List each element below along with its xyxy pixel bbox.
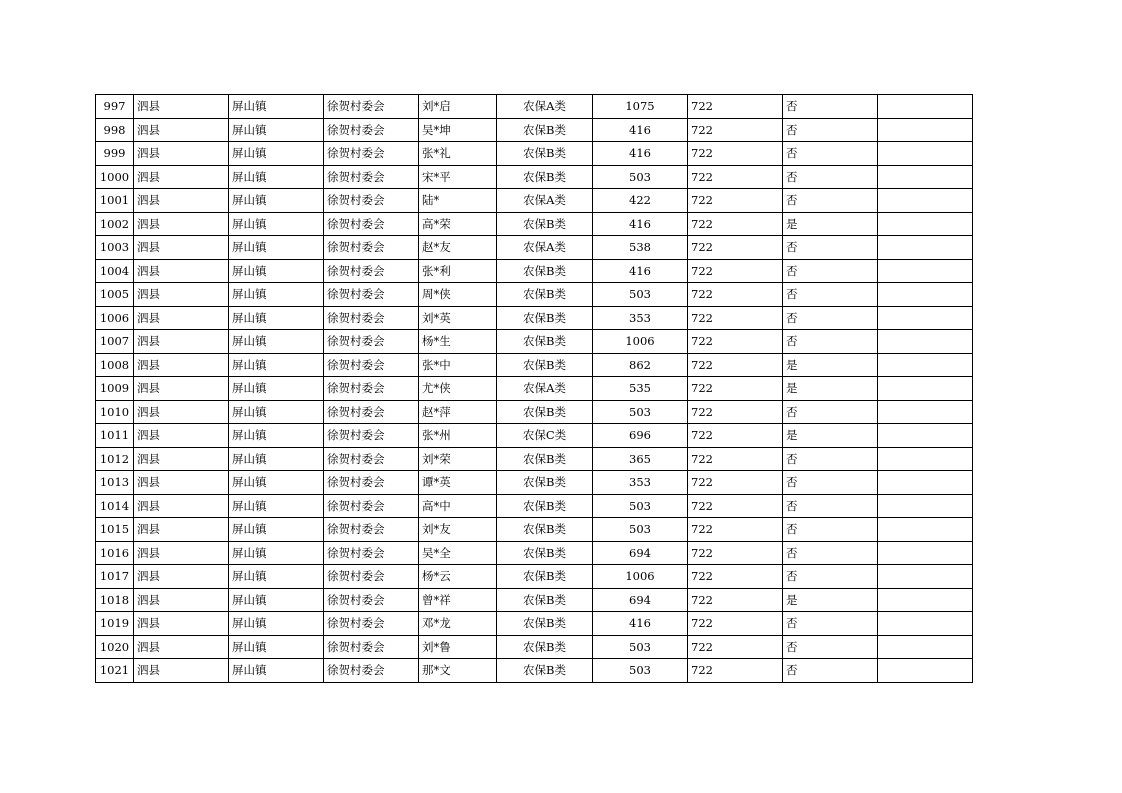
amount-cell: 416: [593, 212, 688, 236]
row-number-cell: 1016: [96, 541, 134, 565]
table-row: [96, 494, 973, 518]
note-cell: [878, 95, 973, 119]
name-cell: 杨*生: [419, 330, 497, 354]
note-cell: [878, 588, 973, 612]
standard-cell: 722: [688, 189, 783, 213]
category-cell: 农保B类: [497, 142, 593, 166]
name-cell: 陆*: [419, 189, 497, 213]
flag-cell: 否: [783, 330, 878, 354]
note-cell: [878, 306, 973, 330]
county-cell: 泗县: [134, 565, 229, 589]
village-cell: 徐贺村委会: [324, 118, 419, 142]
village-cell: 徐贺村委会: [324, 424, 419, 448]
note-cell: [878, 189, 973, 213]
table-row: [96, 189, 973, 213]
town-cell: 屏山镇: [229, 565, 324, 589]
standard-cell: 722: [688, 353, 783, 377]
row-number-cell: 1003: [96, 236, 134, 260]
table-row: [96, 518, 973, 542]
town-cell: 屏山镇: [229, 447, 324, 471]
flag-cell: 是: [783, 377, 878, 401]
name-cell: 张*利: [419, 259, 497, 283]
amount-cell: 1006: [593, 330, 688, 354]
name-cell: 那*文: [419, 659, 497, 683]
amount-cell: 1006: [593, 565, 688, 589]
town-cell: 屏山镇: [229, 142, 324, 166]
category-cell: 农保A类: [497, 189, 593, 213]
town-cell: 屏山镇: [229, 353, 324, 377]
village-cell: 徐贺村委会: [324, 330, 419, 354]
village-cell: 徐贺村委会: [324, 447, 419, 471]
village-cell: 徐贺村委会: [324, 212, 419, 236]
category-cell: 农保B类: [497, 400, 593, 424]
standard-cell: 722: [688, 377, 783, 401]
standard-cell: 722: [688, 447, 783, 471]
village-cell: 徐贺村委会: [324, 377, 419, 401]
amount-cell: 503: [593, 283, 688, 307]
category-cell: 农保A类: [497, 377, 593, 401]
name-cell: 吴*全: [419, 541, 497, 565]
town-cell: 屏山镇: [229, 612, 324, 636]
county-cell: 泗县: [134, 424, 229, 448]
table-row: [96, 212, 973, 236]
note-cell: [878, 377, 973, 401]
flag-cell: 否: [783, 518, 878, 542]
town-cell: 屏山镇: [229, 588, 324, 612]
row-number-cell: 1001: [96, 189, 134, 213]
note-cell: [878, 471, 973, 495]
amount-cell: 503: [593, 635, 688, 659]
flag-cell: 否: [783, 165, 878, 189]
flag-cell: 否: [783, 494, 878, 518]
standard-cell: 722: [688, 635, 783, 659]
flag-cell: 否: [783, 565, 878, 589]
flag-cell: 否: [783, 471, 878, 495]
standard-cell: 722: [688, 659, 783, 683]
table-row: [96, 612, 973, 636]
village-cell: 徐贺村委会: [324, 471, 419, 495]
category-cell: 农保B类: [497, 471, 593, 495]
town-cell: 屏山镇: [229, 400, 324, 424]
county-cell: 泗县: [134, 612, 229, 636]
amount-cell: 694: [593, 588, 688, 612]
table-row: [96, 259, 973, 283]
village-cell: 徐贺村委会: [324, 236, 419, 260]
flag-cell: 否: [783, 659, 878, 683]
county-cell: 泗县: [134, 635, 229, 659]
table-row: [96, 588, 973, 612]
category-cell: 农保C类: [497, 424, 593, 448]
amount-cell: 416: [593, 118, 688, 142]
table-row: [96, 377, 973, 401]
county-cell: 泗县: [134, 118, 229, 142]
amount-cell: 862: [593, 353, 688, 377]
note-cell: [878, 330, 973, 354]
category-cell: 农保B类: [497, 635, 593, 659]
category-cell: 农保B类: [497, 565, 593, 589]
standard-cell: 722: [688, 330, 783, 354]
town-cell: 屏山镇: [229, 306, 324, 330]
village-cell: 徐贺村委会: [324, 353, 419, 377]
county-cell: 泗县: [134, 330, 229, 354]
note-cell: [878, 236, 973, 260]
town-cell: 屏山镇: [229, 236, 324, 260]
table-row: [96, 330, 973, 354]
amount-cell: 538: [593, 236, 688, 260]
village-cell: 徐贺村委会: [324, 142, 419, 166]
name-cell: 张*州: [419, 424, 497, 448]
note-cell: [878, 353, 973, 377]
town-cell: 屏山镇: [229, 424, 324, 448]
standard-cell: 722: [688, 306, 783, 330]
name-cell: 高*中: [419, 494, 497, 518]
category-cell: 农保B类: [497, 353, 593, 377]
flag-cell: 否: [783, 447, 878, 471]
village-cell: 徐贺村委会: [324, 165, 419, 189]
note-cell: [878, 659, 973, 683]
table-row: [96, 306, 973, 330]
town-cell: 屏山镇: [229, 659, 324, 683]
village-cell: 徐贺村委会: [324, 306, 419, 330]
category-cell: 农保B类: [497, 659, 593, 683]
flag-cell: 否: [783, 400, 878, 424]
category-cell: 农保B类: [497, 588, 593, 612]
standard-cell: 722: [688, 565, 783, 589]
name-cell: 刘*启: [419, 95, 497, 119]
town-cell: 屏山镇: [229, 283, 324, 307]
row-number-cell: 1020: [96, 635, 134, 659]
note-cell: [878, 259, 973, 283]
table-row: [96, 142, 973, 166]
row-number-cell: 1021: [96, 659, 134, 683]
note-cell: [878, 494, 973, 518]
category-cell: 农保B类: [497, 165, 593, 189]
table-row: [96, 659, 973, 683]
name-cell: 高*荣: [419, 212, 497, 236]
flag-cell: 否: [783, 118, 878, 142]
name-cell: 尤*侠: [419, 377, 497, 401]
note-cell: [878, 612, 973, 636]
name-cell: 曾*祥: [419, 588, 497, 612]
row-number-cell: 1015: [96, 518, 134, 542]
name-cell: 周*侠: [419, 283, 497, 307]
standard-cell: 722: [688, 283, 783, 307]
amount-cell: 503: [593, 659, 688, 683]
table-row: [96, 165, 973, 189]
row-number-cell: 1007: [96, 330, 134, 354]
row-number-cell: 1013: [96, 471, 134, 495]
category-cell: 农保B类: [497, 494, 593, 518]
amount-cell: 353: [593, 306, 688, 330]
category-cell: 农保B类: [497, 518, 593, 542]
name-cell: 刘*荣: [419, 447, 497, 471]
county-cell: 泗县: [134, 212, 229, 236]
amount-cell: 416: [593, 612, 688, 636]
name-cell: 刘*英: [419, 306, 497, 330]
amount-cell: 422: [593, 189, 688, 213]
county-cell: 泗县: [134, 189, 229, 213]
flag-cell: 否: [783, 541, 878, 565]
table-row: [96, 565, 973, 589]
category-cell: 农保B类: [497, 541, 593, 565]
table-body: [96, 95, 973, 683]
category-cell: 农保B类: [497, 283, 593, 307]
category-cell: 农保B类: [497, 612, 593, 636]
flag-cell: 否: [783, 635, 878, 659]
row-number-cell: 1019: [96, 612, 134, 636]
name-cell: 谭*英: [419, 471, 497, 495]
amount-cell: 694: [593, 541, 688, 565]
flag-cell: 否: [783, 612, 878, 636]
note-cell: [878, 541, 973, 565]
table-row: [96, 236, 973, 260]
table-row: [96, 447, 973, 471]
town-cell: 屏山镇: [229, 541, 324, 565]
standard-cell: 722: [688, 424, 783, 448]
village-cell: 徐贺村委会: [324, 588, 419, 612]
village-cell: 徐贺村委会: [324, 659, 419, 683]
name-cell: 赵*萍: [419, 400, 497, 424]
county-cell: 泗县: [134, 283, 229, 307]
category-cell: 农保B类: [497, 118, 593, 142]
village-cell: 徐贺村委会: [324, 283, 419, 307]
name-cell: 刘*鲁: [419, 635, 497, 659]
row-number-cell: 1008: [96, 353, 134, 377]
name-cell: 吴*坤: [419, 118, 497, 142]
note-cell: [878, 635, 973, 659]
town-cell: 屏山镇: [229, 330, 324, 354]
town-cell: 屏山镇: [229, 635, 324, 659]
village-cell: 徐贺村委会: [324, 259, 419, 283]
category-cell: 农保B类: [497, 306, 593, 330]
name-cell: 张*礼: [419, 142, 497, 166]
amount-cell: 1075: [593, 95, 688, 119]
village-cell: 徐贺村委会: [324, 494, 419, 518]
category-cell: 农保A类: [497, 95, 593, 119]
category-cell: 农保B类: [497, 212, 593, 236]
row-number-cell: 1012: [96, 447, 134, 471]
flag-cell: 否: [783, 306, 878, 330]
village-cell: 徐贺村委会: [324, 95, 419, 119]
name-cell: 赵*友: [419, 236, 497, 260]
village-cell: 徐贺村委会: [324, 400, 419, 424]
town-cell: 屏山镇: [229, 95, 324, 119]
standard-cell: 722: [688, 236, 783, 260]
name-cell: 邓*龙: [419, 612, 497, 636]
town-cell: 屏山镇: [229, 471, 324, 495]
amount-cell: 535: [593, 377, 688, 401]
category-cell: 农保B类: [497, 330, 593, 354]
flag-cell: 是: [783, 212, 878, 236]
town-cell: 屏山镇: [229, 189, 324, 213]
standard-cell: 722: [688, 118, 783, 142]
standard-cell: 722: [688, 212, 783, 236]
standard-cell: 722: [688, 518, 783, 542]
county-cell: 泗县: [134, 165, 229, 189]
flag-cell: 否: [783, 95, 878, 119]
row-number-cell: 1011: [96, 424, 134, 448]
town-cell: 屏山镇: [229, 118, 324, 142]
standard-cell: 722: [688, 494, 783, 518]
town-cell: 屏山镇: [229, 212, 324, 236]
county-cell: 泗县: [134, 400, 229, 424]
standard-cell: 722: [688, 541, 783, 565]
village-cell: 徐贺村委会: [324, 518, 419, 542]
village-cell: 徐贺村委会: [324, 635, 419, 659]
county-cell: 泗县: [134, 306, 229, 330]
note-cell: [878, 447, 973, 471]
note-cell: [878, 142, 973, 166]
row-number-cell: 999: [96, 142, 134, 166]
flag-cell: 否: [783, 259, 878, 283]
row-number-cell: 997: [96, 95, 134, 119]
village-cell: 徐贺村委会: [324, 541, 419, 565]
note-cell: [878, 400, 973, 424]
note-cell: [878, 565, 973, 589]
standard-cell: 722: [688, 165, 783, 189]
town-cell: 屏山镇: [229, 518, 324, 542]
flag-cell: 否: [783, 283, 878, 307]
amount-cell: 503: [593, 518, 688, 542]
county-cell: 泗县: [134, 541, 229, 565]
flag-cell: 否: [783, 189, 878, 213]
amount-cell: 353: [593, 471, 688, 495]
row-number-cell: 1005: [96, 283, 134, 307]
county-cell: 泗县: [134, 353, 229, 377]
note-cell: [878, 212, 973, 236]
amount-cell: 416: [593, 259, 688, 283]
name-cell: 刘*友: [419, 518, 497, 542]
amount-cell: 365: [593, 447, 688, 471]
amount-cell: 416: [593, 142, 688, 166]
county-cell: 泗县: [134, 494, 229, 518]
table-row: [96, 424, 973, 448]
town-cell: 屏山镇: [229, 165, 324, 189]
row-number-cell: 998: [96, 118, 134, 142]
category-cell: 农保A类: [497, 236, 593, 260]
standard-cell: 722: [688, 400, 783, 424]
flag-cell: 是: [783, 588, 878, 612]
category-cell: 农保B类: [497, 447, 593, 471]
village-cell: 徐贺村委会: [324, 189, 419, 213]
row-number-cell: 1018: [96, 588, 134, 612]
town-cell: 屏山镇: [229, 494, 324, 518]
town-cell: 屏山镇: [229, 259, 324, 283]
row-number-cell: 1014: [96, 494, 134, 518]
standard-cell: 722: [688, 95, 783, 119]
row-number-cell: 1009: [96, 377, 134, 401]
note-cell: [878, 424, 973, 448]
row-number-cell: 1000: [96, 165, 134, 189]
amount-cell: 503: [593, 165, 688, 189]
county-cell: 泗县: [134, 518, 229, 542]
name-cell: 杨*云: [419, 565, 497, 589]
county-cell: 泗县: [134, 588, 229, 612]
note-cell: [878, 283, 973, 307]
table-row: [96, 471, 973, 495]
amount-cell: 503: [593, 400, 688, 424]
name-cell: 张*中: [419, 353, 497, 377]
note-cell: [878, 518, 973, 542]
village-cell: 徐贺村委会: [324, 612, 419, 636]
county-cell: 泗县: [134, 259, 229, 283]
note-cell: [878, 165, 973, 189]
village-cell: 徐贺村委会: [324, 565, 419, 589]
flag-cell: 否: [783, 236, 878, 260]
row-number-cell: 1006: [96, 306, 134, 330]
flag-cell: 是: [783, 424, 878, 448]
table-row: [96, 95, 973, 119]
amount-cell: 696: [593, 424, 688, 448]
row-number-cell: 1017: [96, 565, 134, 589]
table-row: [96, 283, 973, 307]
town-cell: 屏山镇: [229, 377, 324, 401]
table-row: [96, 353, 973, 377]
county-cell: 泗县: [134, 447, 229, 471]
row-number-cell: 1010: [96, 400, 134, 424]
county-cell: 泗县: [134, 236, 229, 260]
standard-cell: 722: [688, 142, 783, 166]
county-cell: 泗县: [134, 471, 229, 495]
category-cell: 农保B类: [497, 259, 593, 283]
amount-cell: 503: [593, 494, 688, 518]
table-row: [96, 118, 973, 142]
standard-cell: 722: [688, 588, 783, 612]
county-cell: 泗县: [134, 659, 229, 683]
table-row: [96, 635, 973, 659]
row-number-cell: 1004: [96, 259, 134, 283]
data-table: [95, 94, 973, 683]
name-cell: 宋*平: [419, 165, 497, 189]
standard-cell: 722: [688, 471, 783, 495]
row-number-cell: 1002: [96, 212, 134, 236]
county-cell: 泗县: [134, 377, 229, 401]
flag-cell: 否: [783, 142, 878, 166]
county-cell: 泗县: [134, 142, 229, 166]
county-cell: 泗县: [134, 95, 229, 119]
flag-cell: 是: [783, 353, 878, 377]
standard-cell: 722: [688, 612, 783, 636]
table-row: [96, 541, 973, 565]
note-cell: [878, 118, 973, 142]
standard-cell: 722: [688, 259, 783, 283]
table-row: [96, 400, 973, 424]
